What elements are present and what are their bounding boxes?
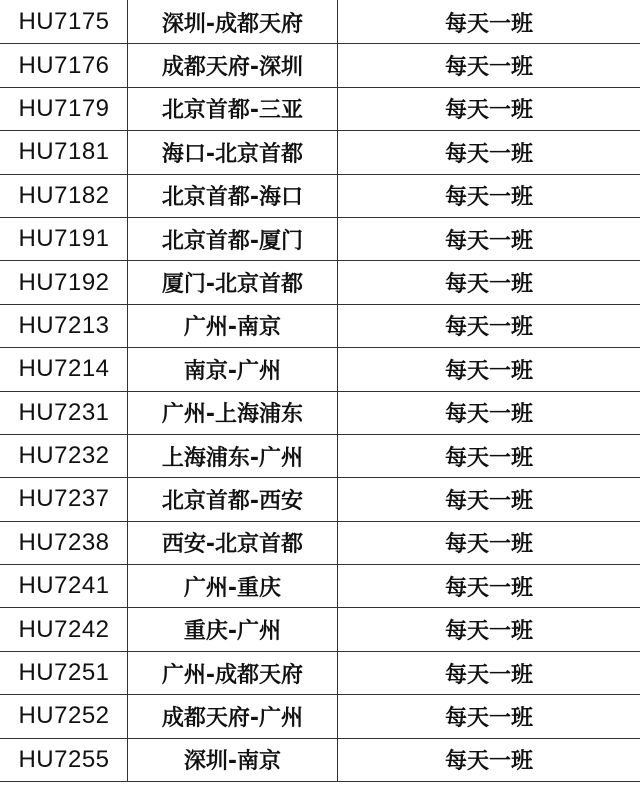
frequency-cell: 每天一班 <box>338 348 640 391</box>
table-row <box>1 478 640 521</box>
frequency-cell: 每天一班 <box>338 391 640 434</box>
table-row <box>1 87 640 130</box>
flight-number-cell: HU7251 <box>1 651 128 694</box>
route-cell: 上海浦东-广州 <box>128 434 338 477</box>
frequency-cell: 每天一班 <box>338 174 640 217</box>
flight-number-cell: HU7192 <box>1 261 128 304</box>
route-cell: 北京首都-海口 <box>128 174 338 217</box>
route-cell: 厦门-北京首都 <box>128 261 338 304</box>
route-cell: 广州-上海浦东 <box>128 391 338 434</box>
table-row <box>1 738 640 781</box>
table-row <box>1 1 640 44</box>
frequency-cell: 每天一班 <box>338 1 640 44</box>
table-row <box>1 174 640 217</box>
flight-number-cell: HU7175 <box>1 1 128 44</box>
table-row <box>1 434 640 477</box>
frequency-cell: 每天一班 <box>338 131 640 174</box>
table-row <box>1 131 640 174</box>
route-cell: 海口-北京首都 <box>128 131 338 174</box>
frequency-cell: 每天一班 <box>338 87 640 130</box>
frequency-cell: 每天一班 <box>338 695 640 738</box>
table-row <box>1 217 640 260</box>
frequency-cell: 每天一班 <box>338 217 640 260</box>
table-row <box>1 304 640 347</box>
route-cell: 深圳-成都天府 <box>128 1 338 44</box>
table-row <box>1 391 640 434</box>
flight-schedule-body <box>1 1 640 782</box>
table-row <box>1 44 640 87</box>
flight-number-cell: HU7242 <box>1 608 128 651</box>
route-cell: 深圳-南京 <box>128 738 338 781</box>
frequency-cell: 每天一班 <box>338 565 640 608</box>
frequency-cell: 每天一班 <box>338 304 640 347</box>
flight-number-cell: HU7252 <box>1 695 128 738</box>
frequency-cell: 每天一班 <box>338 521 640 564</box>
route-cell: 成都天府-深圳 <box>128 44 338 87</box>
frequency-cell: 每天一班 <box>338 651 640 694</box>
route-cell: 广州-成都天府 <box>128 651 338 694</box>
flight-number-cell: HU7255 <box>1 738 128 781</box>
frequency-cell: 每天一班 <box>338 478 640 521</box>
frequency-cell: 每天一班 <box>338 434 640 477</box>
table-row <box>1 348 640 391</box>
flight-number-cell: HU7241 <box>1 565 128 608</box>
flight-number-cell: HU7232 <box>1 434 128 477</box>
route-cell: 成都天府-广州 <box>128 695 338 738</box>
table-row <box>1 565 640 608</box>
frequency-cell: 每天一班 <box>338 44 640 87</box>
table-row <box>1 651 640 694</box>
route-cell: 南京-广州 <box>128 348 338 391</box>
flight-number-cell: HU7237 <box>1 478 128 521</box>
flight-number-cell: HU7231 <box>1 391 128 434</box>
flight-number-cell: HU7182 <box>1 174 128 217</box>
route-cell: 重庆-广州 <box>128 608 338 651</box>
flight-number-cell: HU7179 <box>1 87 128 130</box>
route-cell: 广州-重庆 <box>128 565 338 608</box>
route-cell: 北京首都-厦门 <box>128 217 338 260</box>
table-row <box>1 521 640 564</box>
frequency-cell: 每天一班 <box>338 261 640 304</box>
route-cell: 广州-南京 <box>128 304 338 347</box>
route-cell: 北京首都-三亚 <box>128 87 338 130</box>
frequency-cell: 每天一班 <box>338 738 640 781</box>
table-row <box>1 261 640 304</box>
flight-number-cell: HU7176 <box>1 44 128 87</box>
table-row <box>1 608 640 651</box>
flight-number-cell: HU7213 <box>1 304 128 347</box>
flight-number-cell: HU7238 <box>1 521 128 564</box>
route-cell: 北京首都-西安 <box>128 478 338 521</box>
flight-number-cell: HU7191 <box>1 217 128 260</box>
frequency-cell: 每天一班 <box>338 608 640 651</box>
flight-number-cell: HU7214 <box>1 348 128 391</box>
flight-number-cell: HU7181 <box>1 131 128 174</box>
route-cell: 西安-北京首都 <box>128 521 338 564</box>
table-row <box>1 695 640 738</box>
